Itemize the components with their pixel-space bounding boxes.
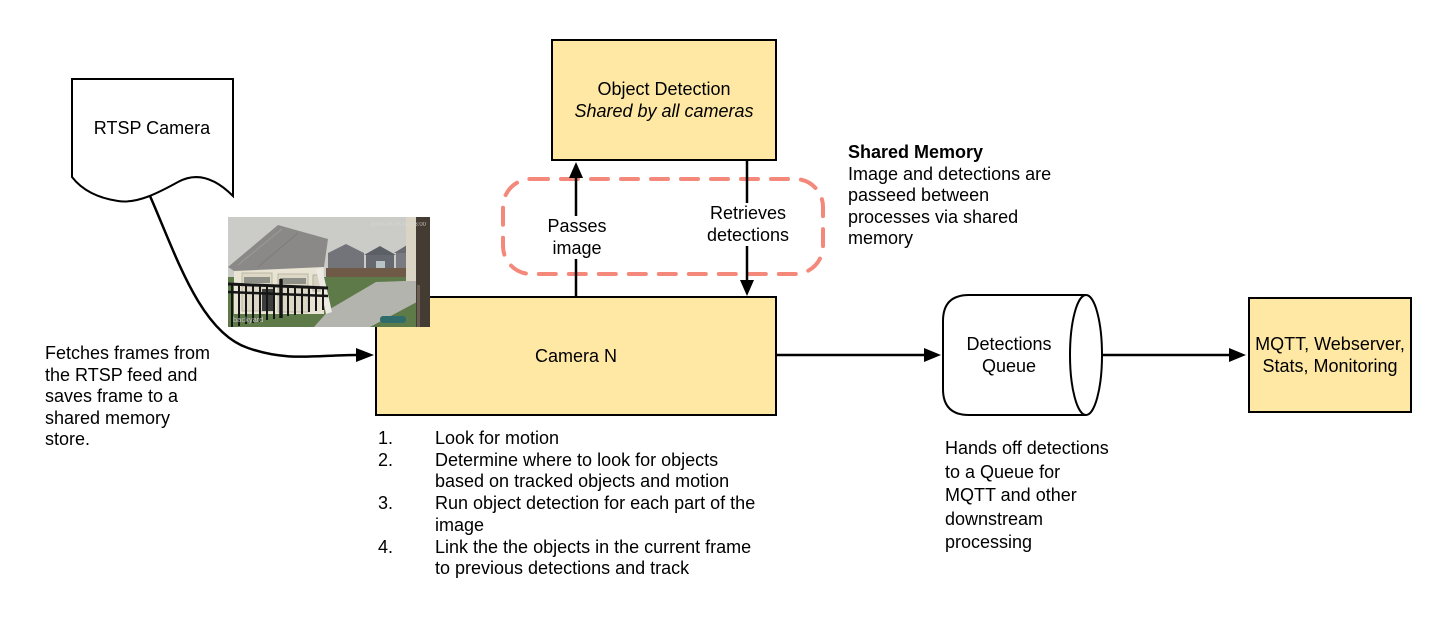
arrowhead-retrieves-detections <box>740 280 754 296</box>
arrowhead-into-outputs <box>1229 348 1246 362</box>
step-3: 3. Run object detection for each part of the image <box>378 493 756 535</box>
outputs-line2: Stats, Monitoring <box>1262 356 1398 376</box>
detections-queue-label: Detections Queue <box>966 334 1052 376</box>
rtsp-camera-document-shape <box>72 79 233 202</box>
rtsp-camera-label: RTSP Camera <box>93 118 211 138</box>
outputs-node <box>1248 297 1412 413</box>
outputs-line1: MQTT, Webserver, <box>1255 334 1405 354</box>
camera-steps-list <box>378 428 755 580</box>
camera-n-label: Camera N <box>534 346 618 366</box>
step-1: 1. Look for motion <box>378 428 560 448</box>
queue-handoff-note: Hands off detections to a Queue for MQTT and other downstream processing <box>945 438 1109 552</box>
camera-n-node <box>375 296 777 416</box>
object-detection-subtitle: Shared by all cameras <box>574 101 754 121</box>
camera-snapshot-image <box>228 217 430 327</box>
arrowhead-into-camera <box>356 348 374 362</box>
photo-timestamp: 2019-03-06 09:46:00 <box>370 222 426 228</box>
shared-memory-note: Shared Memory Image and detections are passeed between processes via shared memory <box>848 142 1052 248</box>
object-detection-node <box>551 39 777 161</box>
photo-camera-name-label: backyard <box>233 315 264 324</box>
step-4: 4. Link the the objects in the current frame to previous detections and track <box>378 536 752 579</box>
arrowhead-passes-image <box>569 162 583 178</box>
step-2: 2. Determine where to look for objects based on tracked objects and motion <box>378 449 730 492</box>
object-detection-title: Object Detection <box>597 79 731 99</box>
passes-image-label: Passes image <box>541 216 613 259</box>
retrieves-detections-label: Retrieves detections <box>700 203 796 246</box>
arrowhead-into-queue <box>924 348 941 362</box>
fetch-frames-note: Fetches frames from the RTSP feed and saves frame to a shared memory store. <box>45 343 211 449</box>
